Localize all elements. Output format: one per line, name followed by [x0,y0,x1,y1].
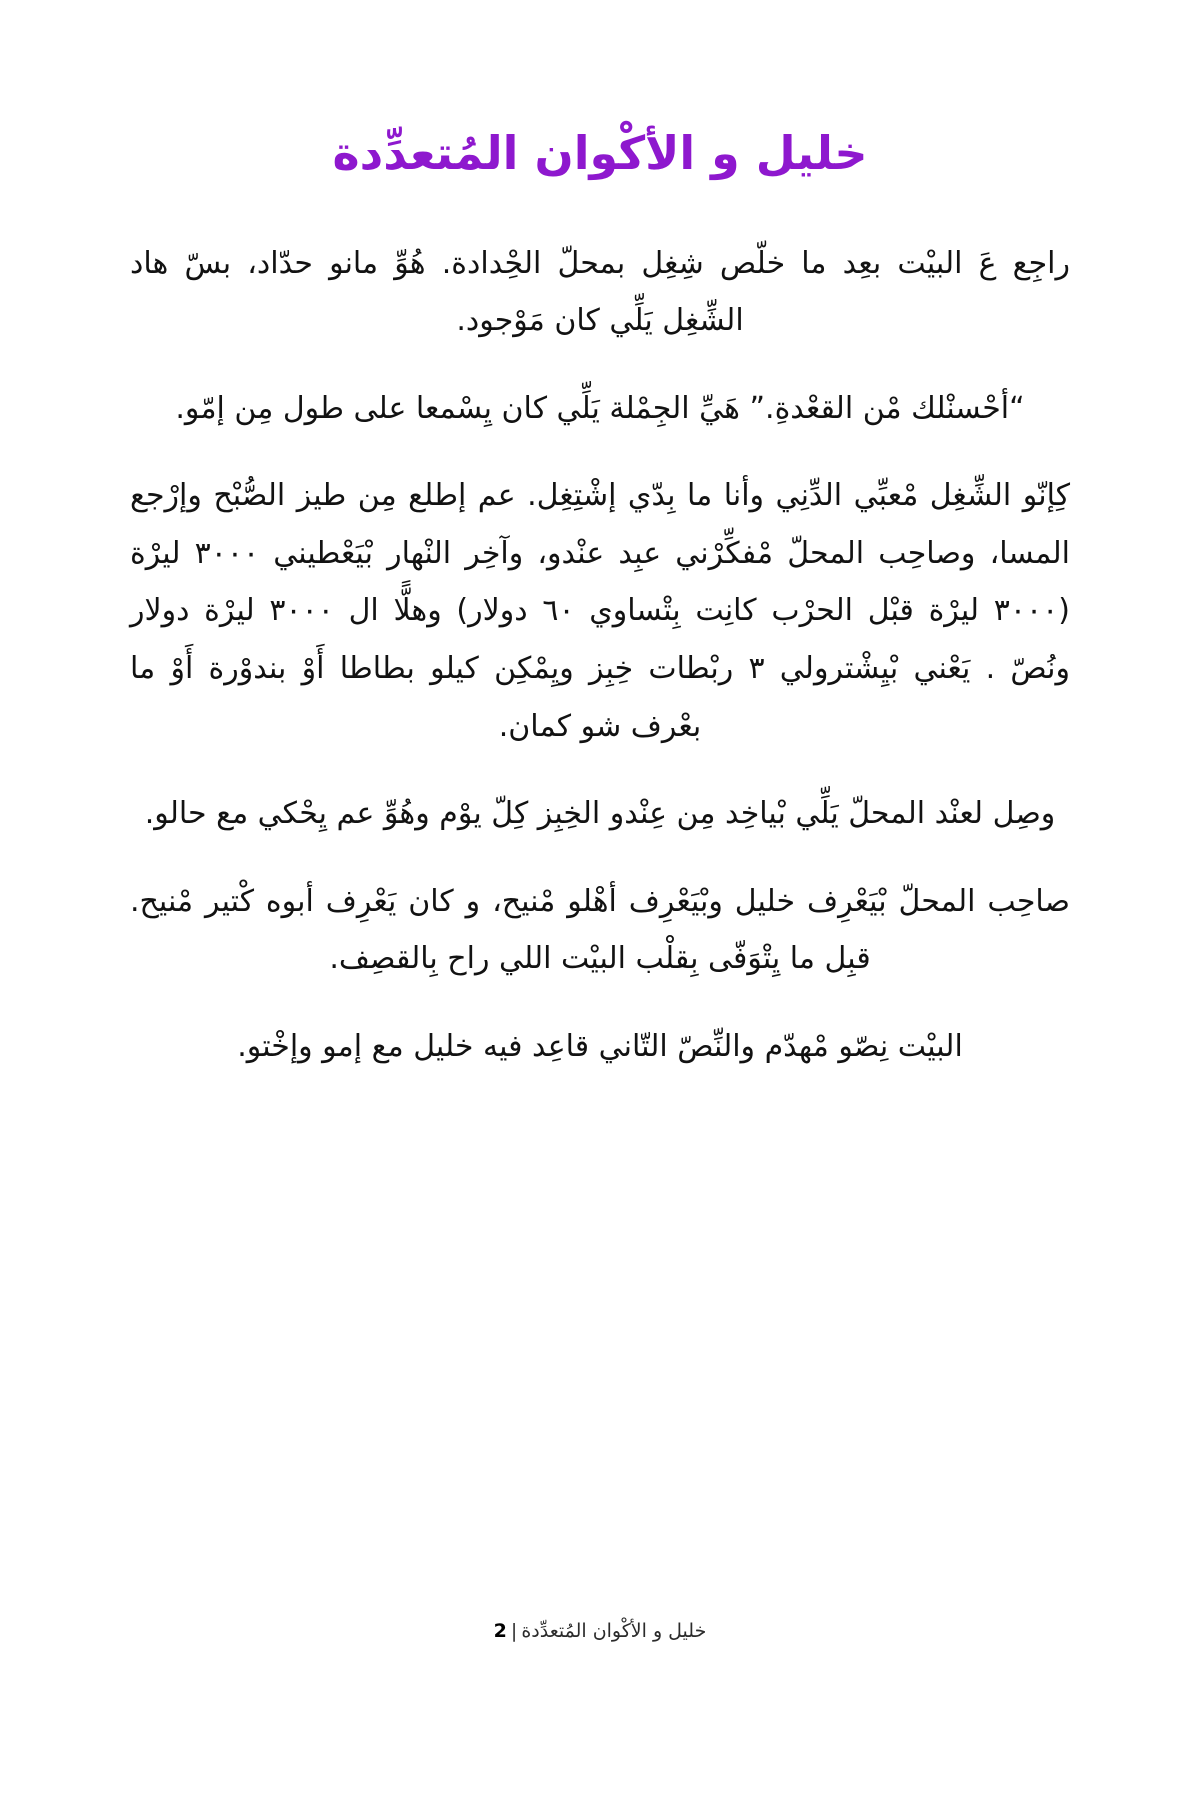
footer-title: خليل و الأكْوان المُتعدِّدة [521,1620,707,1642]
paragraph-6: البيت نصو مهدم والنص التاني قاعد فيه خليل مع إمو وإختو. [237,1029,963,1065]
footer-content [0,1620,1200,1642]
paragraph-3: كإنو الشغل معبي الدني وأنا ما بدي إشتغل. عم إطلع من طيز الصبح وإرجع المسا، وصاحب المحل مفكرني عبد عندو، وآخر النهار بيعطيني ٣٠٠٠ ليرة (٣٠٠٠ ليرة قبل الحرب كانت بتساوي ٦٠ دولار) وهلا ال ٣٠٠٠ ليرة دولار ونص . يعني بيشترولي ٣ ربطات خبز ويمكن كيلو بطاطا أو بندورة أو ما بعرف شو كمان. [130,478,1071,744]
page-content [130,125,1070,1076]
paragraph-5: صاحب المحل بيعرف خليل وبيعرف أهلو منيح، و كان يعرف أبوه كتير منيح. قبل ما يتوفى بقلب البيت اللي راح بالقصف. [130,883,1070,977]
footer-page-number: 2 [493,1620,507,1642]
paragraph-2: “أحسنلك من القعدة.” هي الجملة يلي كان يسمعا على طول من إمو. [175,390,1025,426]
paragraph-1: راجع ع البيت بعد ما خلص شغل بمحل الحدادة. هو مانو حداد، بس هاد الشغل يلي كان موجود. [130,245,1070,339]
paragraph-4: وصل لعند المحل يلي بياخد من عندو الخبز كل يوم وهو عم يحكي مع حالو. [144,796,1056,832]
page-title: خليل و الأكْوان المُتعدِّدة [332,126,868,180]
page-footer [0,1500,1200,1800]
footer-separator: | [510,1620,518,1642]
